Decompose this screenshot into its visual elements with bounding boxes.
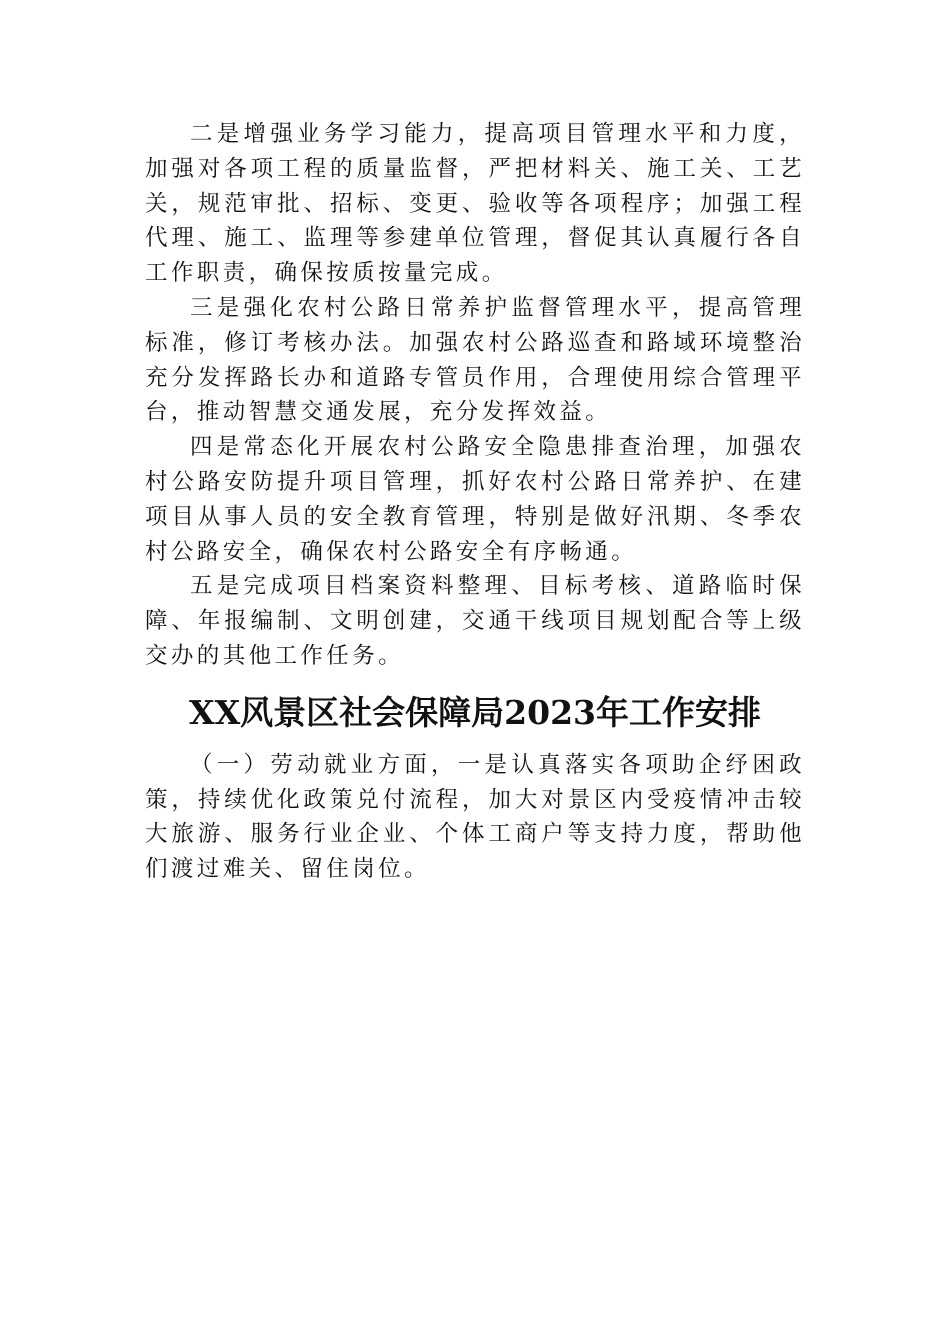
section-heading: XX风景区社会保障局2023年工作安排 (188, 692, 762, 732)
paragraph-3: 三是强化农村公路日常养护监督管理水平，提高管理标准，修订考核办法。加强农村公路巡查和路域环境整治充分发挥路长办和道路专管员作用，合理使用综合管理平台，推动智慧交通发展，充分发挥效益。 (145, 294, 805, 426)
paragraph-employment: （一）劳动就业方面，一是认真落实各项助企纾困政策，持续优化政策兑付流程，加大对景区内受疫情冲击较大旅游、服务行业企业、个体工商户等支持力度，帮助他们渡过难关、留住岗位。 (145, 751, 805, 883)
paragraph-4: 四是常态化开展农村公路安全隐患排查治理，加强农村公路安防提升项目管理，抓好农村公路日常养护、在建项目从事人员的安全教育管理，特别是做好汛期、冬季农村公路安全，确保农村公路安全有序畅通。 (145, 434, 805, 565)
document-page (145, 117, 805, 887)
paragraph-5: 五是完成项目档案资料整理、目标考核、道路临时保障、年报编制、文明创建，交通干线项目规划配合等上级交办的其他工作任务。 (145, 573, 805, 669)
paragraph-2: 二是增强业务学习能力，提高项目管理水平和力度，加强对各项工程的质量监督，严把材料关、施工关、工艺关，规范审批、招标、变更、验收等各项程序；加强工程代理、施工、监理等参建单位管理，督促其认真履行各自工作职责，确保按质按量完成。 (145, 121, 805, 287)
